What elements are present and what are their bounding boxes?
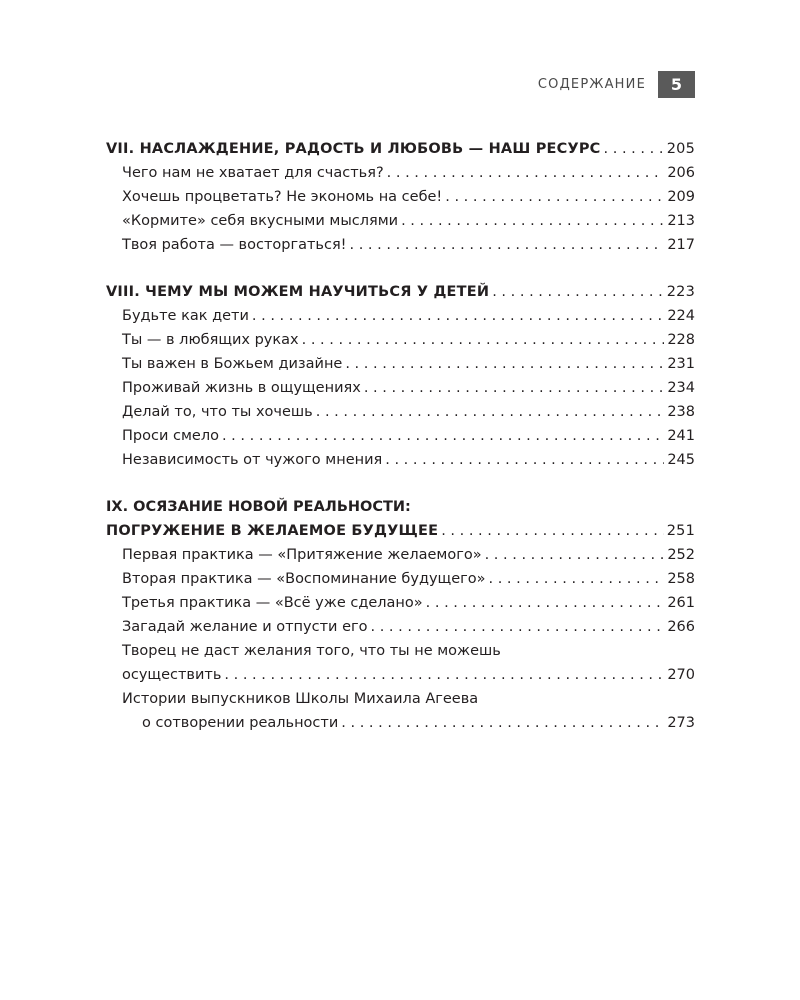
dot-leader (401, 209, 664, 233)
toc-section-ix (106, 495, 695, 735)
chapter-page: 251 (666, 523, 695, 539)
toc-item[interactable] (106, 591, 695, 615)
item-title: Будьте как дети (122, 308, 249, 324)
item-page: 241 (667, 428, 695, 444)
item-title: Проживай жизнь в ощущениях (122, 380, 361, 396)
item-page: 261 (667, 595, 695, 611)
toc-item[interactable] (106, 376, 695, 400)
item-page: 270 (667, 667, 695, 683)
dot-leader (364, 376, 665, 400)
item-title: Вторая практика — «Воспоминание будущего» (122, 571, 486, 587)
dot-leader (385, 448, 664, 472)
item-page: 273 (667, 715, 695, 731)
toc-item[interactable] (106, 615, 695, 639)
item-page: 231 (667, 356, 695, 372)
chapter-title-line1[interactable]: IX. ОСЯЗАНИЕ НОВОЙ РЕАЛЬНОСТИ: (106, 499, 411, 515)
chapter-title: VII. НАСЛАЖДЕНИЕ, РАДОСТЬ И ЛЮБОВЬ — НАШ РЕСУРС (106, 141, 601, 157)
item-page: 213 (667, 213, 695, 229)
item-title: Третья практика — «Всё уже сделано» (122, 595, 423, 611)
toc-item[interactable] (106, 663, 695, 687)
dot-leader (341, 711, 664, 735)
item-title: Проси смело (122, 428, 219, 444)
toc-item[interactable] (106, 304, 695, 328)
item-page: 238 (667, 404, 695, 420)
dot-leader (489, 567, 665, 591)
dot-leader (252, 304, 664, 328)
item-title: Ты — в любящих руках (122, 332, 299, 348)
toc-item[interactable] (106, 711, 695, 735)
item-page: 217 (667, 237, 695, 253)
toc-section-vii (106, 137, 695, 257)
chapter-page: 205 (666, 141, 695, 157)
dot-leader (441, 519, 664, 543)
item-page: 209 (667, 189, 695, 205)
item-title: Твоя работа — восторгаться! (122, 237, 347, 253)
table-of-contents (106, 137, 695, 758)
item-page: 234 (667, 380, 695, 396)
dot-leader (485, 543, 665, 567)
item-title: «Кормите» себя вкусными мыслями (122, 213, 399, 229)
toc-item[interactable] (106, 424, 695, 448)
item-title: осуществить (122, 667, 222, 683)
toc-item[interactable] (106, 567, 695, 591)
dot-leader (302, 328, 665, 352)
dot-leader (387, 161, 665, 185)
dot-leader (604, 137, 664, 161)
toc-chapter[interactable] (106, 519, 695, 543)
toc-item[interactable] (106, 185, 695, 209)
item-page: 224 (667, 308, 695, 324)
dot-leader (445, 185, 664, 209)
item-page: 258 (667, 571, 695, 587)
dot-leader (370, 615, 664, 639)
dot-leader (345, 352, 664, 376)
dot-leader (222, 424, 664, 448)
toc-chapter[interactable] (106, 137, 695, 161)
toc-item[interactable] (106, 209, 695, 233)
dot-leader (224, 663, 664, 687)
toc-item[interactable] (106, 161, 695, 185)
running-header (538, 71, 695, 98)
item-title: Независимость от чужого мнения (122, 452, 383, 468)
chapter-title: VIII. ЧЕМУ МЫ МОЖЕМ НАУЧИТЬСЯ У ДЕТЕЙ (106, 284, 490, 300)
item-page: 206 (667, 165, 695, 181)
item-title: Загадай желание и отпусти его (122, 619, 368, 635)
toc-item[interactable] (106, 448, 695, 472)
header-title: СОДЕРЖАНИЕ (537, 77, 646, 92)
item-title: Делай то, что ты хочешь (122, 404, 313, 420)
item-title: о сотворении реальности (142, 715, 339, 731)
dot-leader (492, 280, 664, 304)
item-title-line1[interactable]: Истории выпускников Школы Михаила Агеева (122, 691, 479, 707)
toc-item[interactable] (106, 400, 695, 424)
toc-section-viii (106, 280, 695, 472)
toc-item[interactable] (106, 352, 695, 376)
dot-leader (349, 233, 664, 257)
item-title: Чего нам не хватает для счастья? (122, 165, 384, 181)
chapter-page: 223 (666, 284, 695, 300)
item-title: Ты важен в Божьем дизайне (122, 356, 343, 372)
item-title: Первая практика — «Притяжение желаемого» (122, 547, 482, 563)
dot-leader (426, 591, 665, 615)
toc-item[interactable] (106, 233, 695, 257)
item-page: 245 (667, 452, 695, 468)
dot-leader (316, 400, 665, 424)
item-page: 252 (667, 547, 695, 563)
item-page: 228 (667, 332, 695, 348)
item-title: Хочешь процветать? Не экономь на себе! (122, 189, 443, 205)
toc-item[interactable] (106, 543, 695, 567)
toc-chapter[interactable] (106, 280, 695, 304)
item-title-line1[interactable]: Творец не даст желания того, что ты не можешь (122, 643, 501, 659)
item-page: 266 (667, 619, 695, 635)
page-number: 5 (658, 71, 695, 98)
toc-item[interactable] (106, 328, 695, 352)
chapter-title: ПОГРУЖЕНИЕ В ЖЕЛАЕМОЕ БУДУЩЕЕ (106, 523, 439, 539)
